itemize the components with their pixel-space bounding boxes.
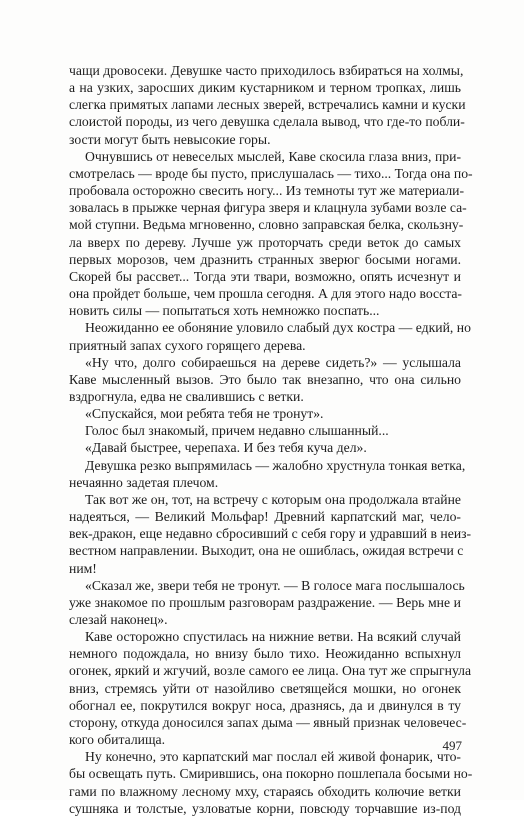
text-line: «Сказал же, звери тебя не тронут. — В голосе мага послышалось: [85, 577, 465, 593]
text-line: вниз, стремясь уйти от назойливо светящейся мошки, но огонек: [69, 680, 461, 696]
text-line: сушняка и толстые, узловатые корни, повсюду торчавшие из-под: [69, 800, 461, 816]
text-line: Каве осторожно спустилась на нижние ветви. На всякий случай: [85, 629, 461, 645]
paragraph: [69, 148, 473, 320]
paragraph: [69, 405, 461, 422]
text-line: смотрелась — вроде бы пусто, прислушалась — тихо... Тогда она по-: [69, 165, 473, 181]
text-line: «Ну что, долго собираешься на дереве сидеть?» — услышала: [85, 354, 461, 370]
text-line: мой ступни. Ведьма мгновенно, словно заправская белка, скользну-: [69, 217, 464, 233]
text-line: чащи дровосеки. Девушке часто приходилось взбираться на холмы,: [69, 63, 464, 78]
paragraph: [69, 457, 466, 491]
body-text: [69, 62, 473, 817]
text-line: Девушка резко выпрямилась — жалобно хрустнула тонкая ветка,: [85, 457, 466, 473]
text-line: новить силы — попытаться хоть немножко поспать...: [69, 303, 380, 319]
text-line: Так вот же он, тот, на встречу с которым она продолжала втайне: [85, 491, 461, 507]
text-line: зовалась в прыжке черная фигура зверя и клацнула зубами возле са-: [69, 200, 467, 216]
text-line: обогнал ее, покрутился вокруг носа, дразнясь, да и двинулся в ту: [69, 697, 461, 713]
paragraph: [69, 577, 465, 628]
text-line: пробовала осторожно свесить ногу... Из темноты тут же материали-: [69, 183, 465, 199]
text-line: слезай наконец».: [69, 612, 168, 627]
text-line: слоистой породы, из чего девушка сделала вывод, что где-то побли-: [69, 114, 465, 130]
text-line: надеяться, — Великий Мольфар! Древний карпатский маг, чело-: [69, 509, 461, 525]
text-line: «Спускайся, мои ребята тебя не тронут».: [85, 406, 324, 422]
paragraph: [69, 354, 461, 405]
text-line: Скорей бы рассвет... Тогда эти твари, возможно, опять исчезнут и: [69, 268, 461, 284]
text-line: вестном направлении. Выходит, она не ошиблась, ожидая встречи с: [69, 543, 464, 559]
text-line: кого обиталища.: [69, 732, 166, 748]
page-number: 497: [442, 738, 462, 753]
text-line: а на узких, заросших диким кустарником и терном тропках, лишь: [69, 80, 461, 96]
text-line: слегка примятых лапами лесных зверей, встречались камни и куски: [69, 97, 466, 113]
text-line: век-дракон, еще недавно сбросивший с себя гору и удравший в неиз-: [69, 526, 472, 542]
paragraph: [69, 628, 472, 748]
text-line: первых морозов, чем дразнить странных зверюг босыми ногами.: [69, 251, 461, 267]
text-line: приятный запах сухого горящего дерева.: [69, 337, 306, 353]
text-line: «Давай быстрее, черепаха. И без тебя куча дел».: [85, 440, 367, 456]
paragraph: [69, 748, 473, 817]
text-line: ла вверх по дереву. Лучше уж проторчать среди веток до самых: [69, 234, 461, 250]
text-line: огонек, яркий и жгучий, возле самого ее лица. Она тут же спрыгнула: [69, 663, 472, 679]
text-line: вздрогнула, едва не свалившись с ветки.: [69, 388, 304, 404]
paragraph: [69, 491, 472, 577]
text-line: бы освещать путь. Смирившись, она покорно пошлепала босыми но-: [69, 766, 473, 782]
text-line: Ну конечно, это карпатский маг послал ей живой фонарик, что-: [85, 749, 461, 765]
text-line: Голос был знакомый, причем недавно слышанный...: [85, 423, 389, 439]
paragraph: [69, 319, 471, 353]
text-line: Очнувшись от невеселых мыслей, Каве скосила глаза вниз, при-: [85, 148, 461, 164]
text-line: немного подождала, но внизу было тихо. Неожиданно вспыхнул: [69, 646, 461, 662]
paragraph: [69, 439, 461, 456]
text-line: нечаянно задетая плечом.: [69, 474, 219, 490]
paragraph: [69, 422, 461, 439]
text-line: ним!: [69, 560, 97, 576]
text-line: зости могут быть невысокие горы.: [69, 131, 271, 147]
text-line: уже знакомое по прошлым разговорам раздражение. — Верь мне и: [69, 594, 461, 610]
text-line: Неожиданно ее обоняние уловило слабый дух костра — едкий, но: [85, 320, 471, 336]
paragraph: [69, 62, 466, 148]
text-line: гами по влажному лесному мху, стараясь обходить колючие ветки: [69, 783, 461, 799]
text-line: сторону, откуда доносился запах дыма — явный признак человечес-: [69, 714, 467, 730]
text-line: Каве мысленный вызов. Это было так внезапно, что она сильно: [69, 371, 461, 387]
text-line: она пройдет больше, чем прошла сегодня. А для этого надо восста-: [69, 286, 462, 302]
